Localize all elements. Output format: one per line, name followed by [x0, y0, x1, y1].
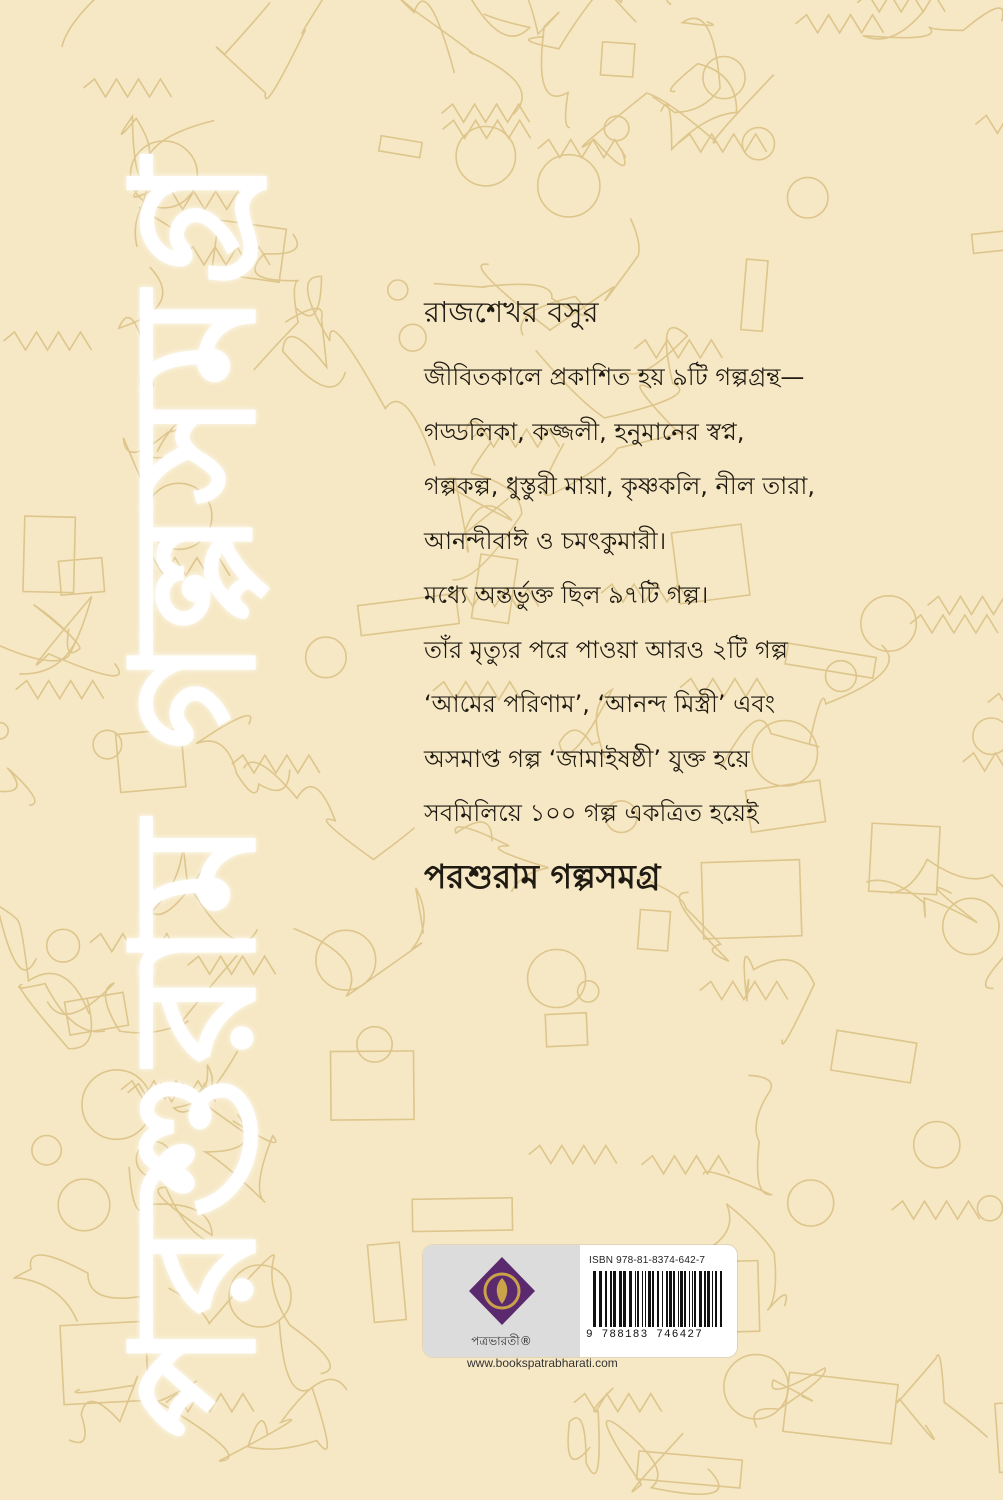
blurb-line-1: জীবিতকালে প্রকাশিত হয় ৯টি গল্পগ্রন্থ—: [424, 363, 805, 391]
barcode-bar: [645, 1271, 646, 1327]
isbn-text: ISBN 978-81-8374-642-7: [589, 1255, 706, 1266]
isbn-label: [423, 1245, 737, 1357]
doodle-stroke: [897, 1355, 988, 1440]
publisher-logo-panel: [423, 1245, 580, 1357]
barcode-bar: [692, 1271, 693, 1327]
blurb-line-3: গল্পকল্প, ধুস্তুরী মায়া, কৃষ্ণকলি, নীল তারা,: [424, 472, 815, 500]
doodle-stroke: [32, 1136, 61, 1165]
doodle-stroke: [606, 1421, 718, 1494]
barcode-bar: [629, 1271, 632, 1327]
barcode-bar: [699, 1271, 702, 1327]
doodle-stroke: [892, 1201, 980, 1219]
doodle-stroke: [972, 231, 1003, 254]
doodle-stroke: [857, 0, 945, 12]
doodle-stroke: [638, 910, 671, 951]
doodle-stroke: [744, 956, 814, 1044]
barcode-bar: [593, 1271, 596, 1327]
doodle-stroke: [679, 134, 767, 152]
barcode-bar: [720, 1271, 722, 1327]
barcode-bar: [637, 1271, 639, 1327]
doodle-stroke: [216, 0, 344, 99]
barcode-bar: [613, 1271, 616, 1327]
doodle-stroke: [604, 116, 629, 141]
barcode-bar: [678, 1271, 679, 1327]
publisher-name: পত্রভারতী®: [471, 1334, 532, 1348]
doodle-stroke: [568, 1388, 613, 1474]
doodle-stroke: [357, 1027, 392, 1062]
publisher-logo-icon: [467, 1255, 537, 1327]
barcode-bar: [619, 1271, 622, 1327]
author-heading: রাজশেখর বসুর: [424, 295, 599, 329]
doodle-stroke: [914, 1122, 960, 1168]
doodle-stroke: [528, 950, 586, 1008]
doodle-stroke: [399, 0, 522, 114]
doodle-stroke: [529, 1146, 617, 1164]
barcode-bar: [610, 1271, 612, 1327]
doodle-stroke: [788, 1180, 834, 1226]
doodle-stroke: [538, 140, 626, 158]
doodle-stroke: [443, 120, 531, 138]
doodle-stroke: [977, 1196, 1002, 1221]
doodle-stroke: [0, 723, 8, 739]
barcode-bar: [662, 1271, 663, 1327]
barcode-bar: [673, 1271, 675, 1327]
doodle-stroke: [388, 280, 408, 300]
barcode-bar: [623, 1271, 626, 1327]
barcode-bar: [694, 1271, 696, 1327]
website-url: www.bookspatrabharati.com: [467, 1356, 618, 1370]
blurb-line-2: গড্ডলিকা, কজ্জলী, হনুমানের স্বপ্ন,: [424, 417, 745, 446]
barcode-bar: [652, 1271, 654, 1327]
doodle-stroke: [831, 1030, 917, 1083]
blurb: [424, 292, 984, 907]
barcode-bar: [707, 1271, 710, 1327]
doodle-stroke: [863, 8, 1003, 39]
barcode-bar: [648, 1271, 651, 1327]
barcode-bar: [642, 1271, 643, 1327]
barcode-bar: [657, 1271, 659, 1327]
doodle-stroke: [700, 982, 788, 1000]
barcode-digits: 9 788183 746427: [586, 1329, 704, 1341]
barcode-bar: [666, 1271, 668, 1327]
barcode-bar: [684, 1271, 686, 1327]
doodle-stroke: [379, 136, 422, 158]
doodle-stroke: [538, 155, 600, 217]
closing-title: পরশুরাম গল্পসমগ্র: [424, 856, 661, 896]
doodle-stroke: [525, 0, 570, 128]
doodle-stroke: [84, 79, 172, 97]
doodle-stroke: [442, 104, 530, 122]
blurb-line-4: আনন্দীবাঈ ও চমৎকুমারী।: [424, 526, 667, 555]
doodle-stroke: [637, 1451, 743, 1488]
doodle-stroke: [545, 1013, 588, 1047]
doodle-stroke: [0, 768, 35, 853]
doodle-stroke: [430, 0, 529, 36]
blurb-line-8: অসমাপ্ত গল্প ‘জামাইষষ্ঠী’ যুক্ত হয়ে: [424, 744, 750, 773]
barcode-bar: [712, 1271, 713, 1327]
doodle-stroke: [367, 1242, 406, 1322]
doodle-stroke: [600, 42, 635, 77]
doodle-stroke: [399, 324, 426, 351]
blurb-line-9: সবমিলিয়ে ১০০ গল্প একত্রিত হয়েই: [424, 799, 759, 827]
doodle-stroke: [456, 127, 515, 186]
doodle-stroke: [666, 0, 744, 4]
doodle-stroke: [995, 1399, 1003, 1473]
doodle-stroke: [412, 1198, 512, 1232]
spine-title: পরশুরাম গল্পসমগ্র: [94, 152, 294, 1438]
doodle-stroke: [529, 0, 636, 49]
barcode-bar: [680, 1271, 683, 1327]
doodle-stroke: [652, 18, 720, 112]
doodle-stroke: [787, 177, 828, 218]
doodle-stroke: [783, 1372, 898, 1444]
barcode-bar: [599, 1271, 602, 1327]
blurb-line-7: ‘আমের পরিণাম’, ‘আনন্দ মিস্ত্রী’ এবং: [424, 690, 776, 718]
blurb-line-6: তাঁর মৃত্যুর পরে পাওয়া আরও ২টি গল্প: [424, 635, 788, 664]
doodle-stroke: [988, 694, 1003, 712]
doodle-stroke: [975, 115, 1003, 133]
barcode-bar: [689, 1271, 690, 1327]
barcode-bar: [669, 1271, 672, 1327]
doodle-stroke: [574, 1394, 662, 1412]
barcode-bar: [635, 1271, 636, 1327]
doodle-stroke: [578, 981, 599, 1002]
doodle-stroke: [742, 128, 774, 160]
barcode-bar: [715, 1271, 717, 1327]
doodle-stroke: [704, 1075, 772, 1194]
barcode: [589, 1271, 729, 1329]
doodle-stroke: [796, 15, 884, 33]
doodle-stroke: [62, 0, 148, 47]
doodle-stroke: [943, 898, 999, 954]
doodle-stroke: [642, 1156, 730, 1174]
barcode-bar: [605, 1271, 607, 1327]
blurb-line-5: মধ্যে অন্তর্ভুক্ত ছিল ৯৭টি গল্প।: [424, 581, 709, 609]
barcode-bar: [704, 1271, 706, 1327]
